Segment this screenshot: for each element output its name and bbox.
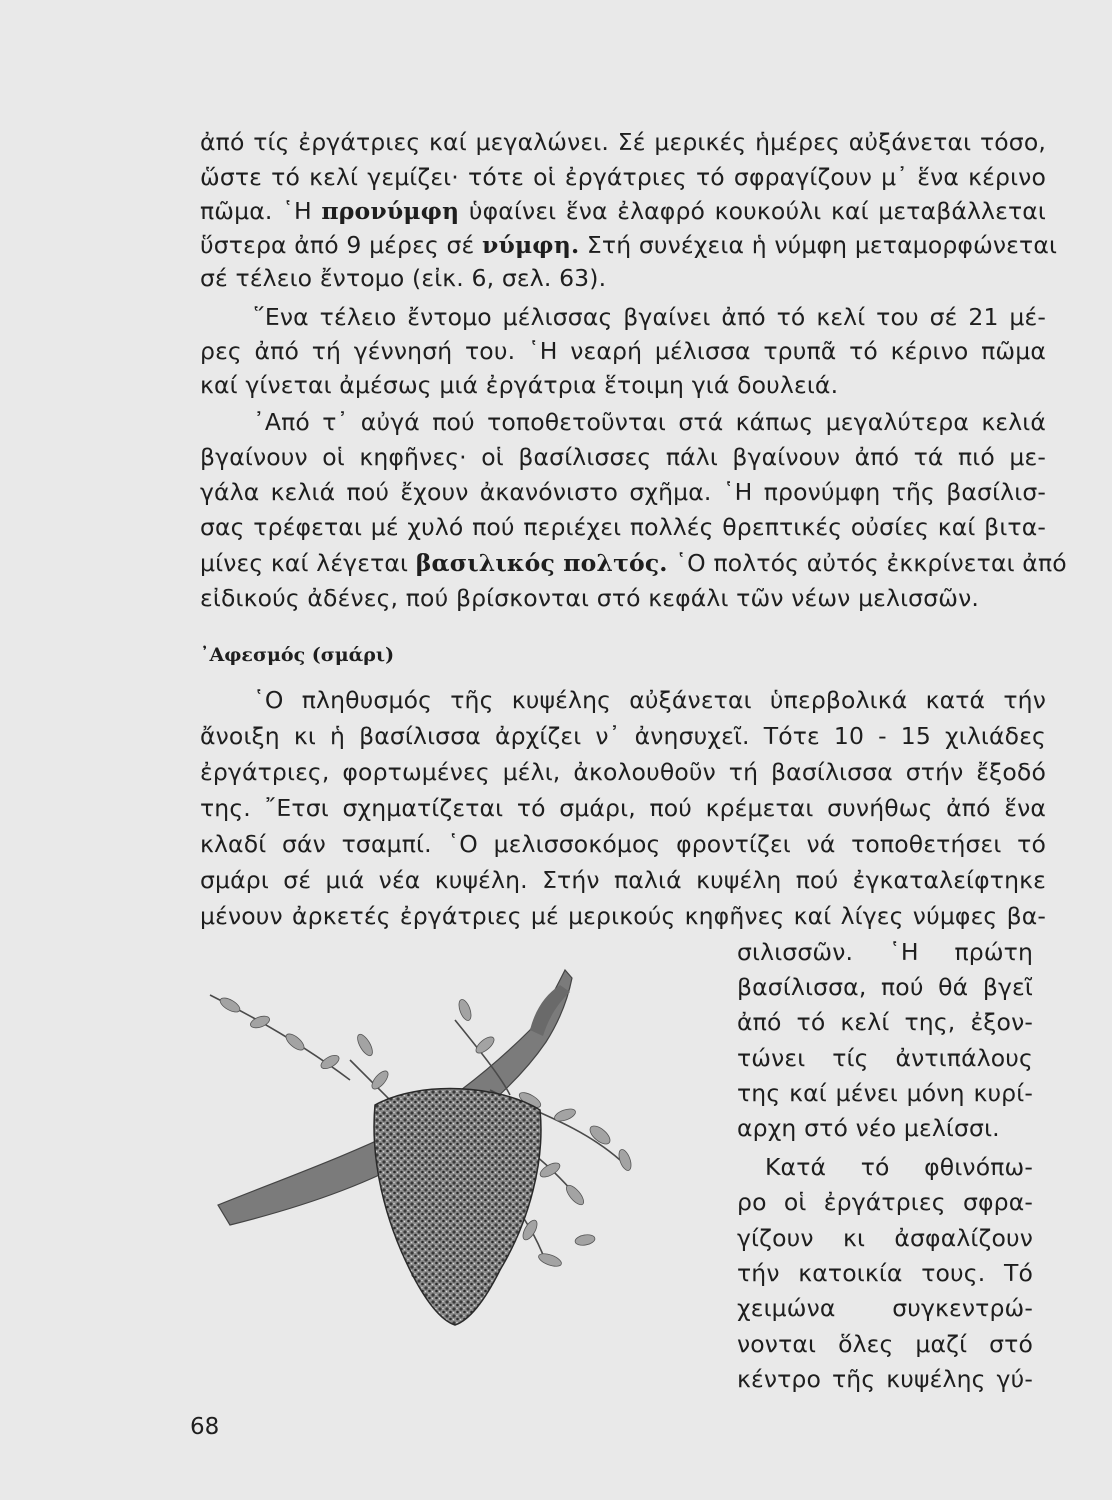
text-line: ρο οἱ ἐργάτριες σφρα-: [737, 1188, 1033, 1216]
text-line: ἐργάτριες, φορτωμένες μέλι, ἀκολουθοῦν τή βασίλισσα στήν ἔξοδό: [200, 758, 1046, 786]
text-line: ῞Ενα τέλειο ἔντομο μέλισσας βγαίνει ἀπό τό κελί του σέ 21 μέ-: [253, 303, 1046, 331]
text-line: κλαδί σάν τσαμπί. ῾Ο μελισσοκόμος φροντίζει νά τοποθετήσει τό: [200, 830, 1046, 858]
swarm-shape: [374, 1089, 541, 1325]
text-line: αρχη στό νέο μελίσσι.: [737, 1114, 1000, 1142]
text-line: χειμώνα συγκεντρώ-: [737, 1294, 1033, 1322]
text-line: της. ῎Ετσι σχηματίζεται τό σμάρι, πού κρέμεται συνήθως ἀπό ἕνα: [200, 794, 1046, 822]
term-nymfi: νύμφη.: [482, 231, 580, 259]
text-line: ῾Ο πληθυσμός τῆς κυψέλης αὐξάνεται ὑπερβολικά κατά τήν: [253, 686, 1046, 714]
text-line: εἰδικούς ἀδένες, πού βρίσκονται στό κεφάλι τῶν νέων μελισσῶν.: [200, 584, 979, 612]
text-span: ῾Ο πολτός αὐτός ἐκκρίνεται ἀπό: [667, 549, 1067, 577]
text-span: ὕστερα ἀπό 9 μέρες σέ: [200, 231, 483, 259]
page-number: 68: [190, 1414, 220, 1440]
bee-swarm-on-branch-icon: [200, 950, 720, 1390]
text-line: ρες ἀπό τή γέννησή του. ῾Η νεαρή μέλισσα τρυπᾶ τό κέρινο πῶμα: [200, 337, 1046, 365]
text-line: [200, 228, 1058, 262]
section-heading: ᾿Αφεσμός (σμάρι): [200, 644, 395, 666]
text-line: τώνει τίς ἀντιπάλους: [737, 1044, 1033, 1072]
term-pronymfi: προνύμφη: [321, 197, 460, 225]
term-vasilikos-poltos: βασιλικός πολτός.: [415, 549, 668, 577]
text-line: σας τρέφεται μέ χυλό πού περιέχει πολλές θρεπτικές οὐσίες καί βιτα-: [200, 513, 1046, 541]
text-line: ὥστε τό κελί γεμίζει· τότε οἱ ἐργάτριες τό σφραγίζουν μ᾿ ἕνα κέρινο: [200, 163, 1046, 191]
text-line: σέ τέλειο ἔντομο (εἰκ. 6, σελ. 63).: [200, 264, 607, 292]
text-span: ὑφαίνει ἕνα ἐλαφρό κουκούλι καί μεταβάλλεται: [459, 197, 1046, 225]
text-line: ἀπό τίς ἐργάτριες καί μεγαλώνει. Σέ μερικές ἡμέρες αὐξάνεται τόσο,: [200, 128, 1046, 156]
text-line: κέντρο τῆς κυψέλης γύ-: [737, 1365, 1033, 1393]
text-line: της καί μένει μόνη κυρί-: [737, 1079, 1033, 1107]
text-line: βασίλισσα, πού θά βγεῖ: [737, 973, 1033, 1001]
text-line: σιλισσῶν. ῾Η πρώτη: [737, 938, 1033, 966]
text-line: τήν κατοικία τους. Τό: [737, 1259, 1033, 1287]
text-line: Κατά τό φθινόπω-: [765, 1153, 1033, 1181]
text-line: μένουν ἀρκετές ἐργάτριες μέ μερικούς κηφῆνες καί λίγες νύμφες βα-: [200, 902, 1046, 930]
text-line: σμάρι σέ μιά νέα κυψέλη. Στήν παλιά κυψέλη πού ἐγκαταλείφτηκε: [200, 866, 1046, 894]
text-line: [200, 546, 1067, 580]
text-line: ἄνοιξη κι ἡ βασίλισσα ἀρχίζει ν᾿ ἀνησυχεῖ. Τότε 10 - 15 χιλιάδες: [200, 722, 1046, 750]
text-line: ἀπό τό κελί της, ἐξον-: [737, 1008, 1033, 1036]
text-span: Στή συνέχεια ἡ νύμφη μεταμορφώνεται: [579, 231, 1058, 259]
text-line: ᾿Από τ᾿ αὐγά πού τοποθετοῦνται στά κάπως μεγαλύτερα κελιά: [253, 408, 1046, 436]
text-span: μίνες καί λέγεται: [200, 549, 416, 577]
text-line: βγαίνουν οἱ κηφῆνες· οἱ βασίλισσες πάλι βγαίνουν ἀπό τά πιό με-: [200, 443, 1046, 471]
text-span: πῶμα. ῾Η: [200, 197, 322, 225]
text-line: καί γίνεται ἀμέσως μιά ἐργάτρια ἕτοιμη γιά δουλειά.: [200, 371, 839, 399]
text-line: [200, 194, 1046, 228]
text-line: γάλα κελιά πού ἔχουν ἀκανόνιστο σχῆμα. ῾Η προνύμφη τῆς βασίλισ-: [200, 478, 1046, 506]
text-line: νονται ὅλες μαζί στό: [737, 1330, 1033, 1358]
text-line: γίζουν κι ἀσφαλίζουν: [737, 1224, 1033, 1252]
